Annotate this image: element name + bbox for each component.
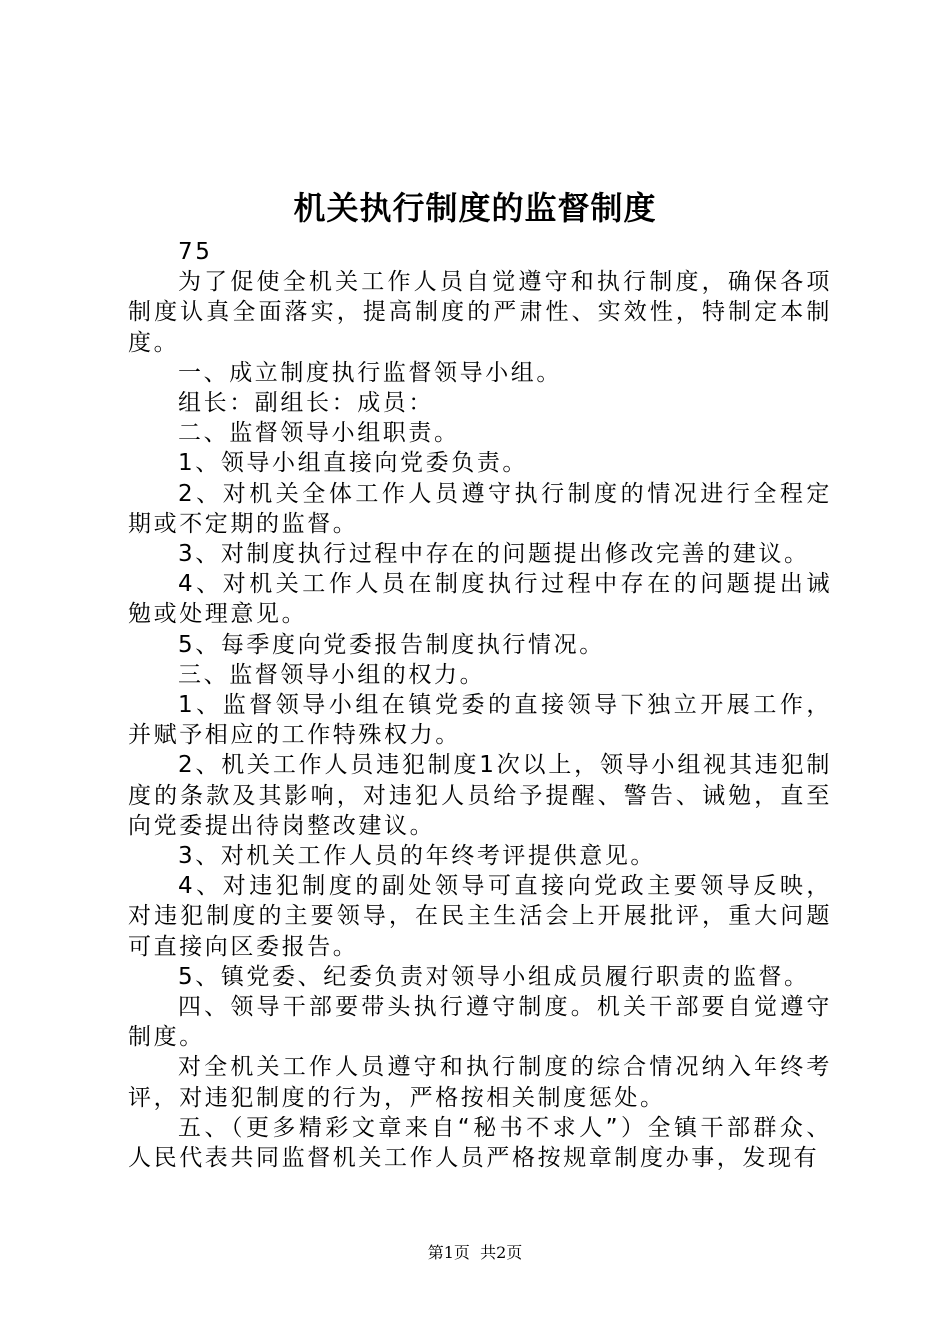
paragraph: 五、（更多精彩文章来自“秘书不求人”）全镇干部群众、人民代表共同监督机关工作人员严格按规章制度办事，发现有	[128, 1114, 832, 1172]
paragraph: 4、对机关工作人员在制度执行过程中存在的问题提出诫勉或处理意见。	[128, 571, 832, 628]
paragraph: 75	[178, 239, 213, 265]
paragraph: 四、领导干部要带头执行遵守制度。机关干部要自觉遵守制度。	[128, 994, 832, 1051]
paragraph: 组长：副组长：成员：	[178, 390, 434, 417]
paragraph: 5、每季度向党委报告制度执行情况。	[178, 631, 605, 658]
paragraph: 三、监督领导小组的权力。	[178, 661, 486, 688]
paragraph: 3、对制度执行过程中存在的问题提出修改完善的建议。	[178, 541, 810, 568]
document-title: 机关执行制度的监督制度	[293, 189, 657, 227]
paragraph: 1、监督领导小组在镇党委的直接领导下独立开展工作，并赋予相应的工作特殊权力。	[128, 692, 832, 749]
paragraph: 5、镇党委、纪委负责对领导小组成员履行职责的监督。	[178, 963, 810, 990]
page-footer	[0, 1242, 950, 1264]
paragraph: 2、对机关全体工作人员遵守执行制度的情况进行全程定期或不定期的监督。	[128, 480, 832, 537]
paragraph: 1、领导小组直接向党委负责。	[178, 450, 529, 477]
paragraph: 2、机关工作人员违犯制度1次以上，领导小组视其违犯制度的条款及其影响，对违犯人员给予提醒、警告、诫勉，直至向党委提出待岗整改建议。	[128, 752, 832, 839]
paragraph: 二、监督领导小组职责。	[178, 420, 460, 447]
paragraph: 3、对机关工作人员的年终考评提供意见。	[178, 843, 657, 870]
page-total: 共2页	[480, 1243, 523, 1262]
paragraph: 对全机关工作人员遵守和执行制度的综合情况纳入年终考评，对违犯制度的行为，严格按相关制度惩处。	[128, 1054, 832, 1111]
paragraph: 一、成立制度执行监督领导小组。	[178, 359, 562, 386]
paragraph: 为了促使全机关工作人员自觉遵守和执行制度，确保各项制度认真全面落实，提高制度的严肃性、实效性，特制定本制度。	[128, 269, 832, 356]
page-number: 第1页	[427, 1243, 470, 1262]
document-body	[128, 237, 832, 1173]
footer-gap	[470, 1243, 480, 1262]
paragraph: 4、对违犯制度的副处领导可直接向党政主要领导反映，对违犯制度的主要领导，在民主生活会上开展批评，重大问题可直接向区委报告。	[128, 873, 832, 960]
